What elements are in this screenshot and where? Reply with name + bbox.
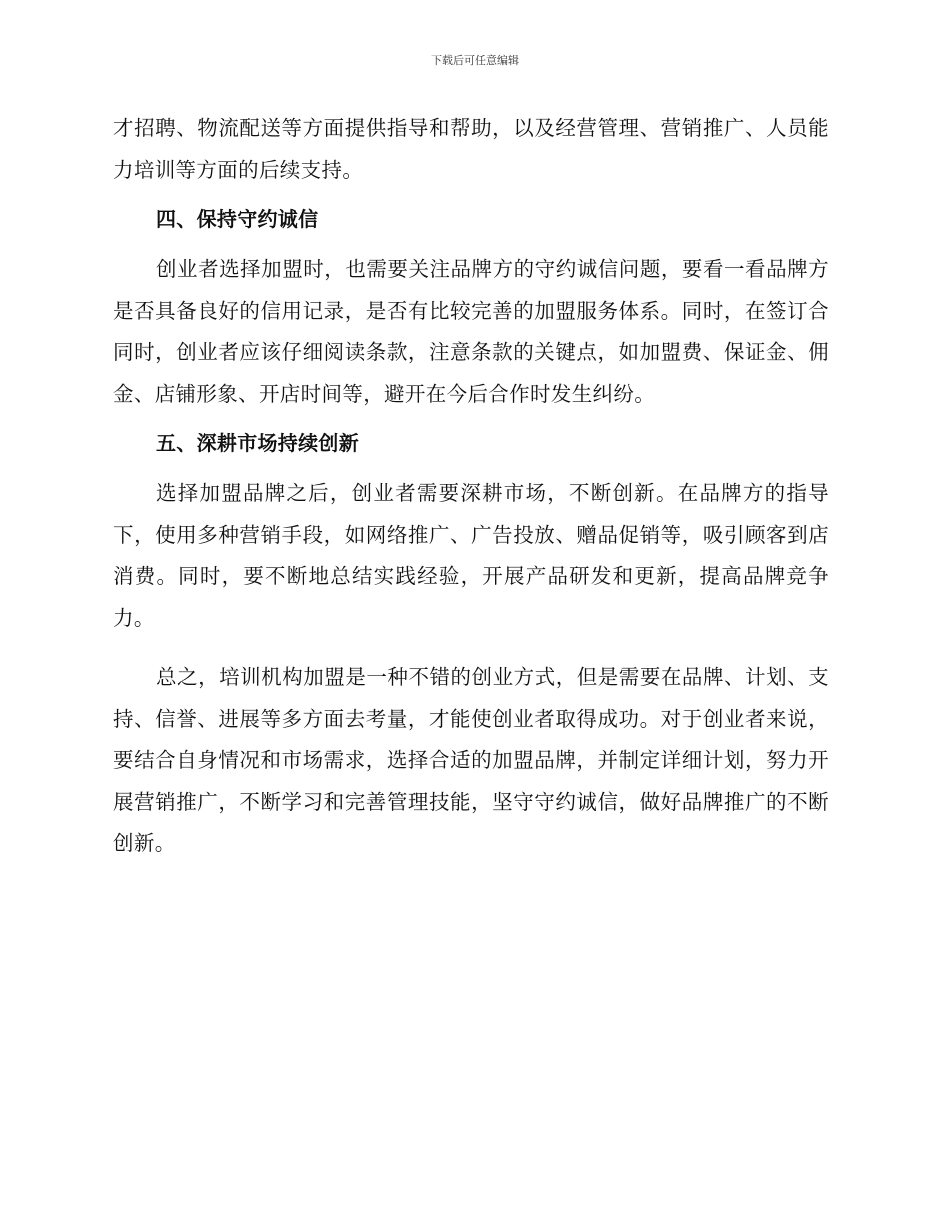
paragraph-section-4: 创业者选择加盟时，也需要关注品牌方的守约诚信问题，要看一看品牌方是否具备良好的信用记录，是否有比较完善的加盟服务体系。同时，在签订合同时，创业者应该仔细阅读条款，注意条款的关键点，如加盟费、保证金、佣金、店铺形象、开店时间等，避开在今后合作时发生纠纷。 bbox=[113, 257, 829, 406]
section-heading-5: 五、深耕市场持续创新 bbox=[156, 431, 359, 455]
paragraph-conclusion: 总之，培训机构加盟是一种不错的创业方式，但是需要在品牌、计划、支持、信誉、进展等多方面去考量，才能使创业者取得成功。对于创业者来说，要结合自身情况和市场需求，选择合适的加盟品牌，并制定详细计划，努力开展营销推广，不断学习和完善管理技能，坚守守约诚信，做好品牌推广的不断创新。 bbox=[113, 665, 829, 855]
paragraph-continuation: 才招聘、物流配送等方面提供指导和帮助，以及经营管理、营销推广、人员能力培训等方面的后续支持。 bbox=[113, 116, 829, 182]
document-body bbox=[113, 108, 829, 865]
section-heading-4: 四、保持守约诚信 bbox=[156, 207, 319, 231]
header-note: 下载后可任意编辑 bbox=[431, 54, 519, 67]
paragraph-section-5: 选择加盟品牌之后，创业者需要深耕市场，不断创新。在品牌方的指导下，使用多种营销手段，如网络推广、广告投放、赠品促销等，吸引顾客到店消费。同时，要不断地总结实践经验，开展产品研发和更新，提高品牌竞争力。 bbox=[113, 481, 829, 630]
